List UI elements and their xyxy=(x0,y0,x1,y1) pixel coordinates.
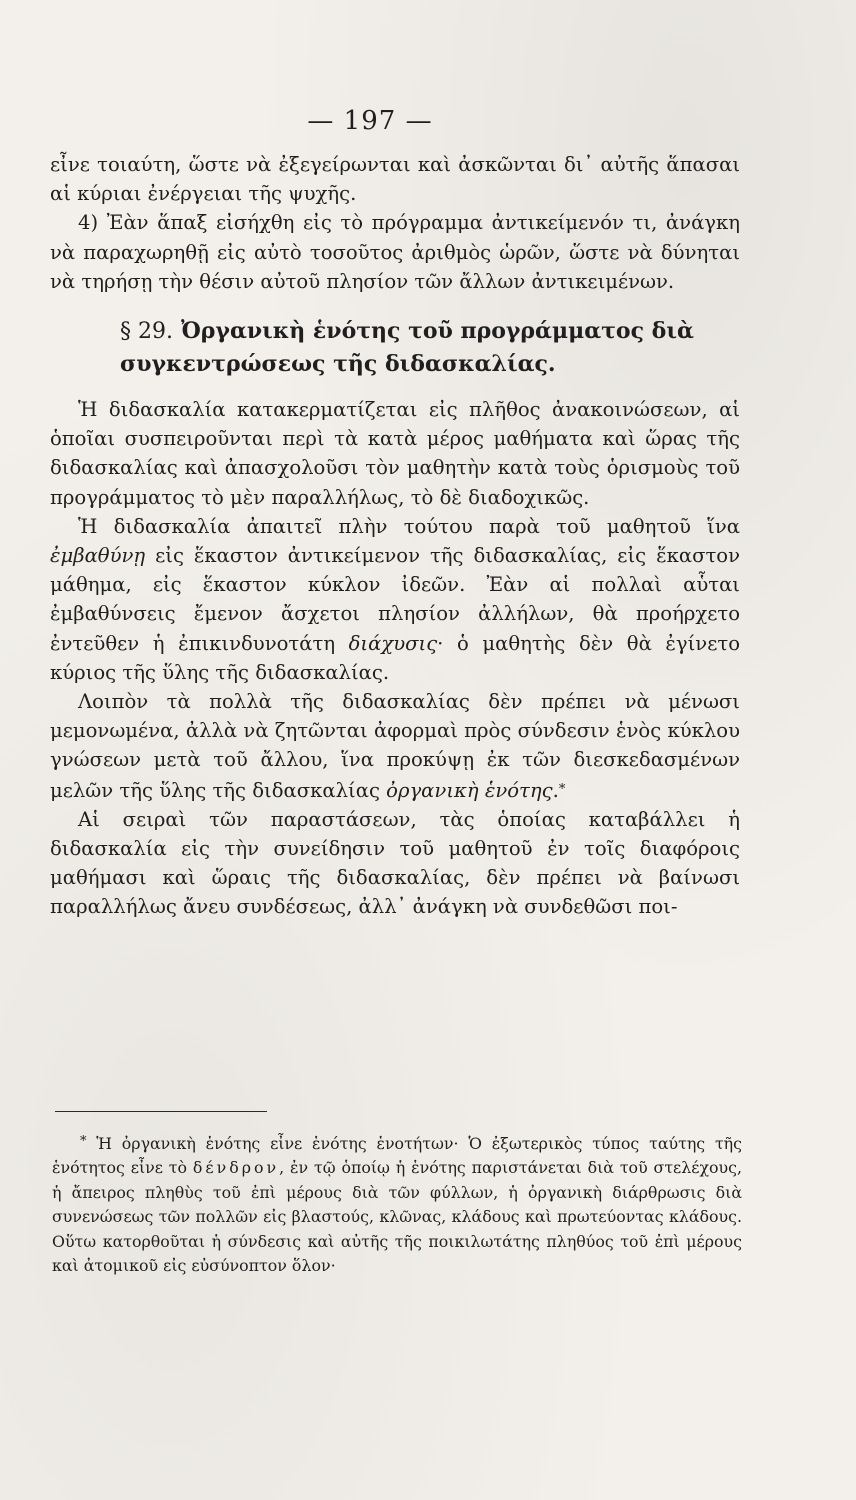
paragraph-continuation: εἶνε τοιαύτη, ὥστε νὰ ἐξεγείρωνται καὶ ἀσκῶνται δι᾽ αὐτῆς ἅπασαι αἱ κύριαι ἐνέργειαι τῆς ψυχῆς. xyxy=(50,153,740,206)
text-run: . xyxy=(552,778,559,802)
text-run: · ὁ μαθητὴς δὲν θὰ ἐγίνετο κύριος τῆς ὕλης τῆς διδασκαλίας. xyxy=(50,631,740,684)
footnote-block xyxy=(52,1130,742,1278)
footnote-mark: * xyxy=(80,1134,87,1149)
emphasis-text: ἐμβαθύνῃ xyxy=(50,544,146,568)
text-run: εἰς ἕκαστον ἀντικείμενον τῆς διδασκαλίας, εἰς ἕκαστον μάθημα, εἰς ἕκαστον κύκλον ἰδεῶν. Ἐὰν αἱ πολλαὶ αὗται ἐμβαθύνσεις ἔμενον ἄσχετοι πλησίον ἀλλήλων, θὰ προήρχετο ἐντεῦθεν ἡ ἐπικινδυνοτάτη xyxy=(50,544,740,655)
footnote-divider xyxy=(55,1111,267,1112)
text-run: Ἡ διδασκαλία ἀπαιτεῖ πλὴν τούτου παρὰ τοῦ μαθητοῦ ἵνα xyxy=(78,514,740,538)
text-run: Ἡ ὀργανικὴ ἑνότης εἶνε ἑνότης ἑνοτήτων· Ὁ ἐξωτερικὸς τύπος ταύτης τῆς ἑνότητος εἶνε τὸ xyxy=(52,1134,742,1178)
footnote-reference[interactable]: * xyxy=(558,781,566,797)
section-title: Ὀργανικὴ ἑνότης τοῦ προγράμματος διὰ συγκεντρώσεως τῆς διδασκαλίας. xyxy=(120,318,694,378)
page-number: — 197 — xyxy=(307,106,433,136)
emphasis-text: διάχυσις xyxy=(348,631,438,655)
paragraph-rule-4: 4) Ἐὰν ἅπαξ εἰσήχθη εἰς τὸ πρόγραμμα ἀντικείμενόν τι, ἀνάγκη νὰ παραχωρηθῇ εἰς αὐτὸ τοσοῦτος ἀριθμὸς ὡρῶν, ὥστε νὰ δύνηται νὰ τηρήσῃ τὴν θέσιν αὐτοῦ πλησίον τῶν ἄλλων ἀντικειμένων. xyxy=(50,211,740,293)
emphasis-text: ὀργανικὴ ἑνότης xyxy=(386,778,553,802)
paragraph-series: Αἱ σειραὶ τῶν παραστάσεων, τὰς ὁποίας καταβάλλει ἡ διδασκαλία εἰς τὴν συνείδησιν τοῦ μαθητοῦ ἐν τοῖς διαφόροις μαθήμασι καὶ ὥραις τῆς διδασκαλίας, δὲν πρέπει νὰ βαίνωσι παραλλήλως ἄνευ συνδέσεως, ἀλλ᾽ ἀνάγκη νὰ συνδεθῶσι ποι- xyxy=(50,807,740,919)
section-number: § 29. xyxy=(120,319,173,345)
text-run: Λοιπὸν τὰ πολλὰ τῆς διδασκαλίας δὲν πρέπει νὰ μένωσι μεμονωμένα, ἀλλὰ νὰ ζητῶνται ἀφορμαὶ πρὸς σύνδεσιν ἑνὸς κύκλου γνώσεων μετὰ τοῦ ἄλλου, ἵνα προκύψῃ ἐκ τῶν διεσκεδασμένων μελῶν τῆς ὕλης τῆς διδασκαλίας xyxy=(50,690,740,802)
paragraph-organic-unity xyxy=(50,687,740,805)
main-text xyxy=(50,150,740,922)
text-run: , ἐν τῷ ὁποίῳ ἡ ἑνότης παριστάνεται διὰ τοῦ στελέχους, ἡ ἄπειρος πληθὺς τοῦ ἐπὶ μέρους διὰ τῶν φύλλων, ἡ ὀργανικὴ διάρθρωσις διὰ συνενώσεως τῶν πολλῶν εἰς βλαστούς, κλῶνας, κλάδους καὶ πρωτεύοντας κλάδους. Οὕτω κατορθοῦται ἡ σύνδεσις καὶ αὐτῆς τῆς ποικιλωτάτης πληθύος τοῦ ἐπὶ μέρους καὶ ἀτομικοῦ εἰς εὐσύνοπτον ὅλον· xyxy=(52,1158,742,1276)
paragraph-deepening xyxy=(50,512,740,687)
spaced-word: δένδρον xyxy=(192,1158,280,1178)
footnote-text xyxy=(52,1130,742,1278)
section-heading xyxy=(50,315,740,381)
paragraph-fragmentation: Ἡ διδασκαλία κατακερματίζεται εἰς πλῆθος ἀνακοινώσεων, αἱ ὁποῖαι συσπειροῦνται περὶ τὰ κατὰ μέρος μαθήματα καὶ ὥρας τῆς διδασκαλίας καὶ ἀπασχολοῦσι τὸν μαθητὴν κατὰ τοὺς ὁρισμοὺς τοῦ προγράμματος τὸ μὲν παραλλήλως, τὸ δὲ διαδοχικῶς. xyxy=(50,398,740,509)
